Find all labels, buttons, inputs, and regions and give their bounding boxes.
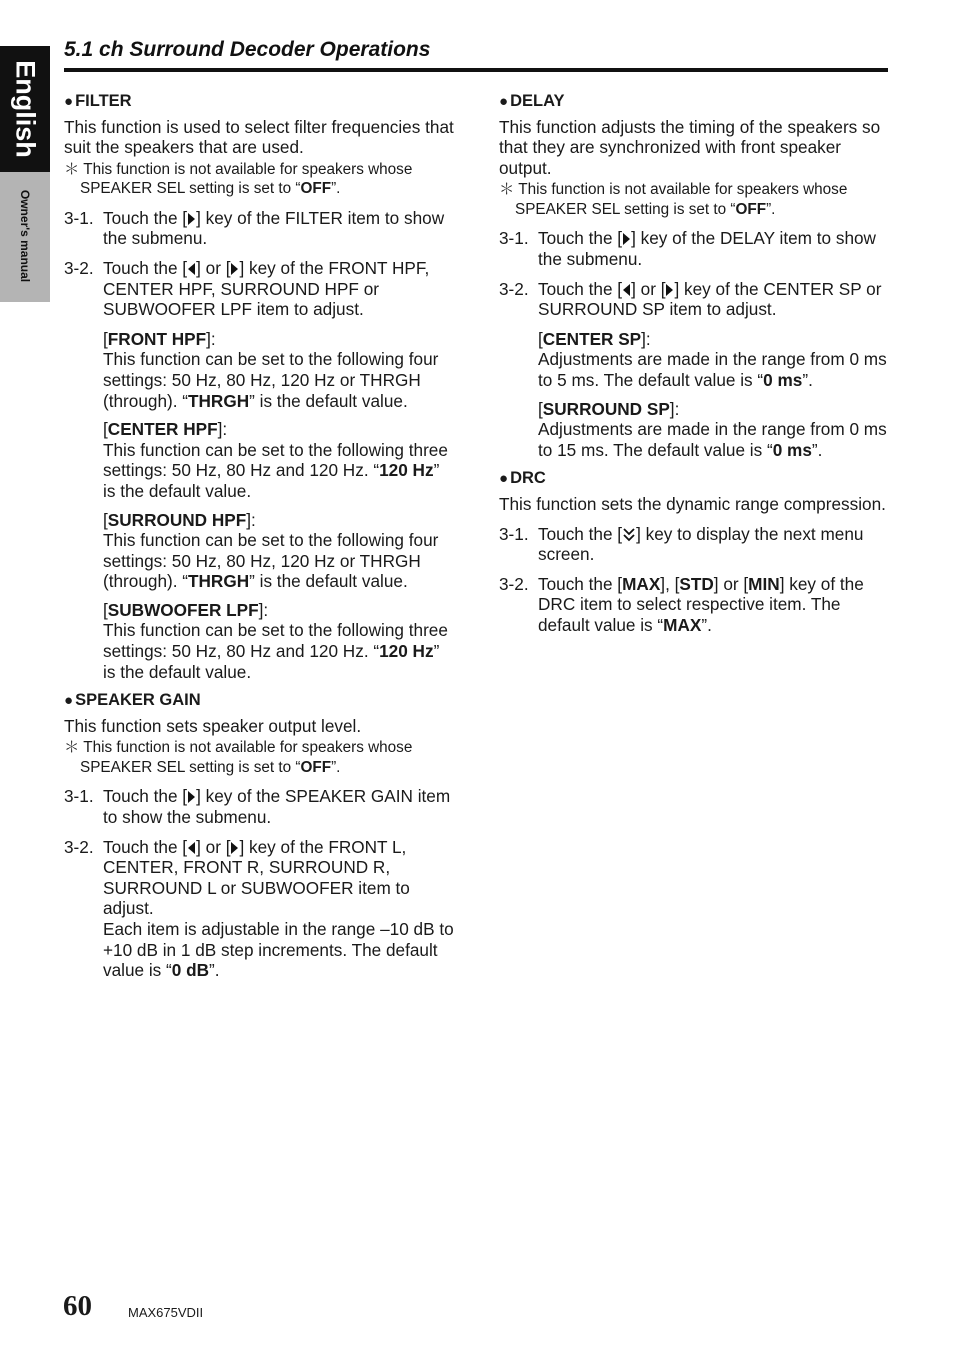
manual-label: Owner's manual (18, 189, 32, 283)
surround-hpf-block: [SURROUND HPF]: This function can be set to the following four settings: 50 Hz, 80 Hz, 120 Hz or THRGH (through). “THRGH” is the default value. (103, 509, 439, 592)
double-chevron-down-icon (623, 528, 635, 542)
delay-note: ＊ This function is not available for speakers whose SPEAKER SEL setting is set to “OFF”. (499, 181, 848, 218)
filter-step-1: 3-1. Touch the [ ] key of the FILTER item to show the submenu. (64, 207, 445, 249)
speaker-gain-intro: This function sets speaker output level. (64, 715, 362, 736)
center-sp-block: [CENTER SP]: Adjustments are made in the range from 0 ms to 5 ms. The default value is “0 ms”. (538, 328, 887, 390)
left-arrow-icon (188, 262, 195, 276)
front-hpf-block: [FRONT HPF]: This function can be set to the following four settings: 50 Hz, 80 Hz, 120 Hz or THRGH (through). “THRGH” is the default value. (103, 328, 439, 411)
delay-intro: This function adjusts the timing of the speakers so that they are synchronized with front speaker output. (499, 116, 881, 178)
speaker-gain-range: Each item is adjustable in the range –10 dB to +10 dB in 1 dB step increments. The default value is “0 dB”. (103, 919, 454, 981)
right-arrow-icon (666, 283, 673, 297)
right-arrow-icon (623, 232, 630, 246)
filter-note: ＊ This function is not available for speakers whose SPEAKER SEL setting is set to “OFF”. (64, 160, 413, 198)
speaker-gain-note: ＊ This function is not available for speakers whose SPEAKER SEL setting is set to “OFF”. (64, 739, 413, 776)
filter-intro: This function is used to select filter frequencies that suit the speakers that are used. (64, 116, 454, 158)
left-column (64, 91, 456, 990)
model-number: MAX675VDII (128, 1305, 204, 1320)
language-label: English (10, 60, 41, 158)
delay-step-2: 3-2. Touch the [ ] or [ ] key of the CENTER SP or SURROUND SP item to adjust. (499, 278, 882, 320)
bullet-icon: ● (64, 692, 74, 710)
filter-section-title: ● FILTER (64, 92, 132, 110)
page-title: 5.1 ch Surround Decoder Operations (64, 38, 431, 61)
speaker-gain-section-title: ● SPEAKER GAIN (64, 691, 201, 710)
drc-step-2: 3-2. Touch the [MAX], [STD] or [MIN] key of the DRC item to select respective item. The default value is “MAX”. (499, 573, 864, 635)
drc-step-1: 3-1. Touch the [ ] key to display the next menu screen. (499, 523, 864, 565)
language-side-tab (0, 46, 50, 302)
heading-rule (64, 68, 888, 72)
delay-step-1: 3-1. Touch the [ ] key of the DELAY item to show the submenu. (499, 228, 876, 269)
page-number: 60 (63, 1290, 92, 1322)
delay-section-title: ● DELAY (499, 92, 565, 110)
right-arrow-icon (188, 212, 195, 226)
center-hpf-block: [CENTER HPF]: This function can be set to the following three settings: 50 Hz, 80 Hz and 120 Hz. “120 Hz” is the default value. (103, 419, 448, 501)
subwoofer-lpf-block: [SUBWOOFER LPF]: This function can be set to the following three settings: 50 Hz, 80 Hz and 120 Hz. “120 Hz” is the default value. (103, 599, 448, 682)
right-arrow-icon (231, 262, 238, 276)
surround-sp-block: [SURROUND SP]: Adjustments are made in the range from 0 ms to 15 ms. The default value is “0 ms”. (538, 398, 887, 460)
drc-section-title: ● DRC (499, 469, 546, 488)
left-arrow-icon (623, 283, 630, 297)
right-arrow-icon (231, 841, 238, 855)
bullet-icon: ● (499, 470, 509, 488)
drc-intro: This function sets the dynamic range compression. (499, 493, 886, 514)
left-arrow-icon (188, 841, 195, 855)
right-column (499, 91, 891, 644)
bullet-icon: ● (499, 93, 509, 110)
speaker-gain-step-2: 3-2. Touch the [ ] or [ ] key of the FRONT L, CENTER, FRONT R, SURROUND R, SURROUND L or SUBWOOFER item to adjust. Each item is adjustable in the range –10 dB to +10 dB in 1 dB step increments. The default value is “0 dB”. (64, 837, 456, 981)
speaker-gain-step-1: 3-1. Touch the [ ] key of the SPEAKER GAIN item to show the submenu. (64, 786, 451, 828)
filter-step-2: 3-2. Touch the [ ] or [ ] key of the FRONT HPF, CENTER HPF, SURROUND HPF or SUBWOOFER LPF item to adjust. (64, 257, 430, 320)
bullet-icon: ● (64, 93, 74, 110)
right-arrow-icon (188, 790, 195, 804)
